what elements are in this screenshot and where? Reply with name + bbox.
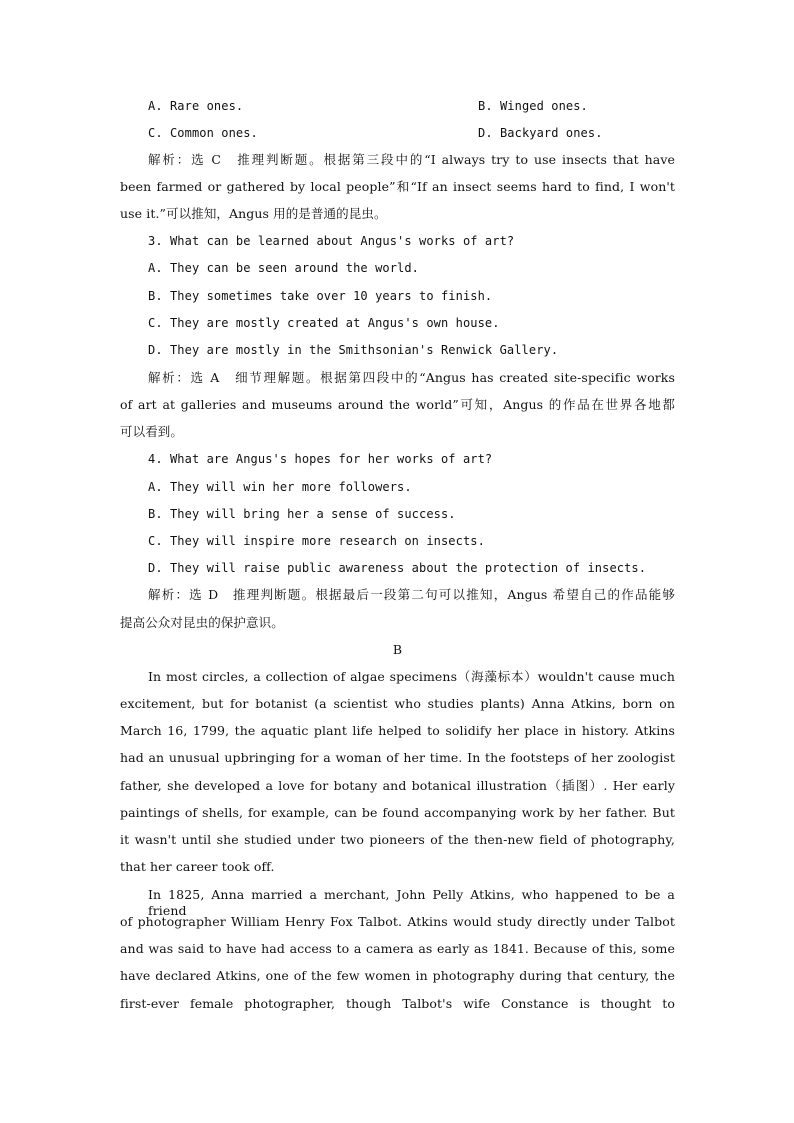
passage-line: father, she developed a love for botany and botanical illustration（插图）. Her early: [120, 778, 675, 793]
q4-option-b: B. They will bring her a sense of success.: [148, 507, 456, 521]
passage-line: it wasn't until she studied under two pioneers of the then-new field of photography,: [120, 832, 675, 847]
passage-line: and was said to have had access to a camera as early as 1841. Because of this, some: [120, 941, 675, 956]
q3-analysis-line-2: of art at galleries and museums around the world”可知，Angus 的作品在世界各地都: [120, 397, 675, 412]
q3-option-a: A. They can be seen around the world.: [148, 261, 420, 275]
passage-line: first-ever female photographer, though Talbot's wife Constance is thought to: [120, 996, 675, 1011]
q3-option-d: D. They are mostly in the Smithsonian's Renwick Gallery.: [148, 343, 559, 357]
q4-analysis-line-1: 解析：选 D 推理判断题。根据最后一段第二句可以推知，Angus 希望自己的作品能够: [148, 587, 675, 602]
passage-line: In most circles, a collection of algae specimens（海藻标本）wouldn't cause much: [148, 669, 675, 684]
passage-line: excitement, but for botanist (a scientist who studies plants) Anna Atkins, born on: [120, 696, 675, 711]
passage-line: paintings of shells, for example, can be found accompanying work by her father. But: [120, 805, 675, 820]
q4-option-d: D. They will raise public awareness about the protection of insects.: [148, 561, 647, 575]
q4-question: 4. What are Angus's hopes for her works of art?: [148, 452, 493, 466]
passage-line: In 1825, Anna married a merchant, John Pelly Atkins, who happened to be a friend: [148, 887, 675, 918]
q4-option-a: A. They will win her more followers.: [148, 480, 412, 494]
passage-line: of photographer William Henry Fox Talbot. Atkins would study directly under Talbot: [120, 914, 675, 929]
q4-option-c: C. They will inspire more research on insects.: [148, 534, 485, 548]
q2-option-a: A. Rare ones.: [148, 99, 244, 113]
q2-analysis-line-3: use it.”可以推知，Angus 用的是普通的昆虫。: [120, 206, 387, 221]
q3-question: 3. What can be learned about Angus's works of art?: [148, 234, 515, 248]
passage-line: have declared Atkins, one of the few women in photography during that century, the: [120, 968, 675, 983]
q3-option-b: B. They sometimes take over 10 years to finish.: [148, 289, 493, 303]
q2-option-c: C. Common ones.: [148, 126, 258, 140]
q2-option-d: D. Backyard ones.: [478, 126, 603, 140]
passage-line: had an unusual upbringing for a woman of her time. In the footsteps of her zoologist: [120, 750, 675, 765]
q3-option-c: C. They are mostly created at Angus's own house.: [148, 316, 500, 330]
q2-analysis-line-1: 解析：选 C 推理判断题。根据第三段中的“I always try to use insects that have: [148, 152, 675, 167]
q2-option-b: B. Winged ones.: [478, 99, 588, 113]
q4-analysis-line-2: 提高公众对昆虫的保护意识。: [120, 615, 284, 630]
passage-line: that her career took off.: [120, 859, 275, 874]
section-label: B: [392, 642, 403, 657]
q3-analysis-line-1: 解析：选 A 细节理解题。根据第四段中的“Angus has created site-specific works: [148, 370, 675, 385]
q3-analysis-line-3: 可以看到。: [120, 424, 184, 439]
passage-line: March 16, 1799, the aquatic plant life helped to solidify her place in history. Atkins: [120, 723, 675, 738]
q2-analysis-line-2: been farmed or gathered by local people”和“If an insect seems hard to find, I won't: [120, 179, 675, 194]
